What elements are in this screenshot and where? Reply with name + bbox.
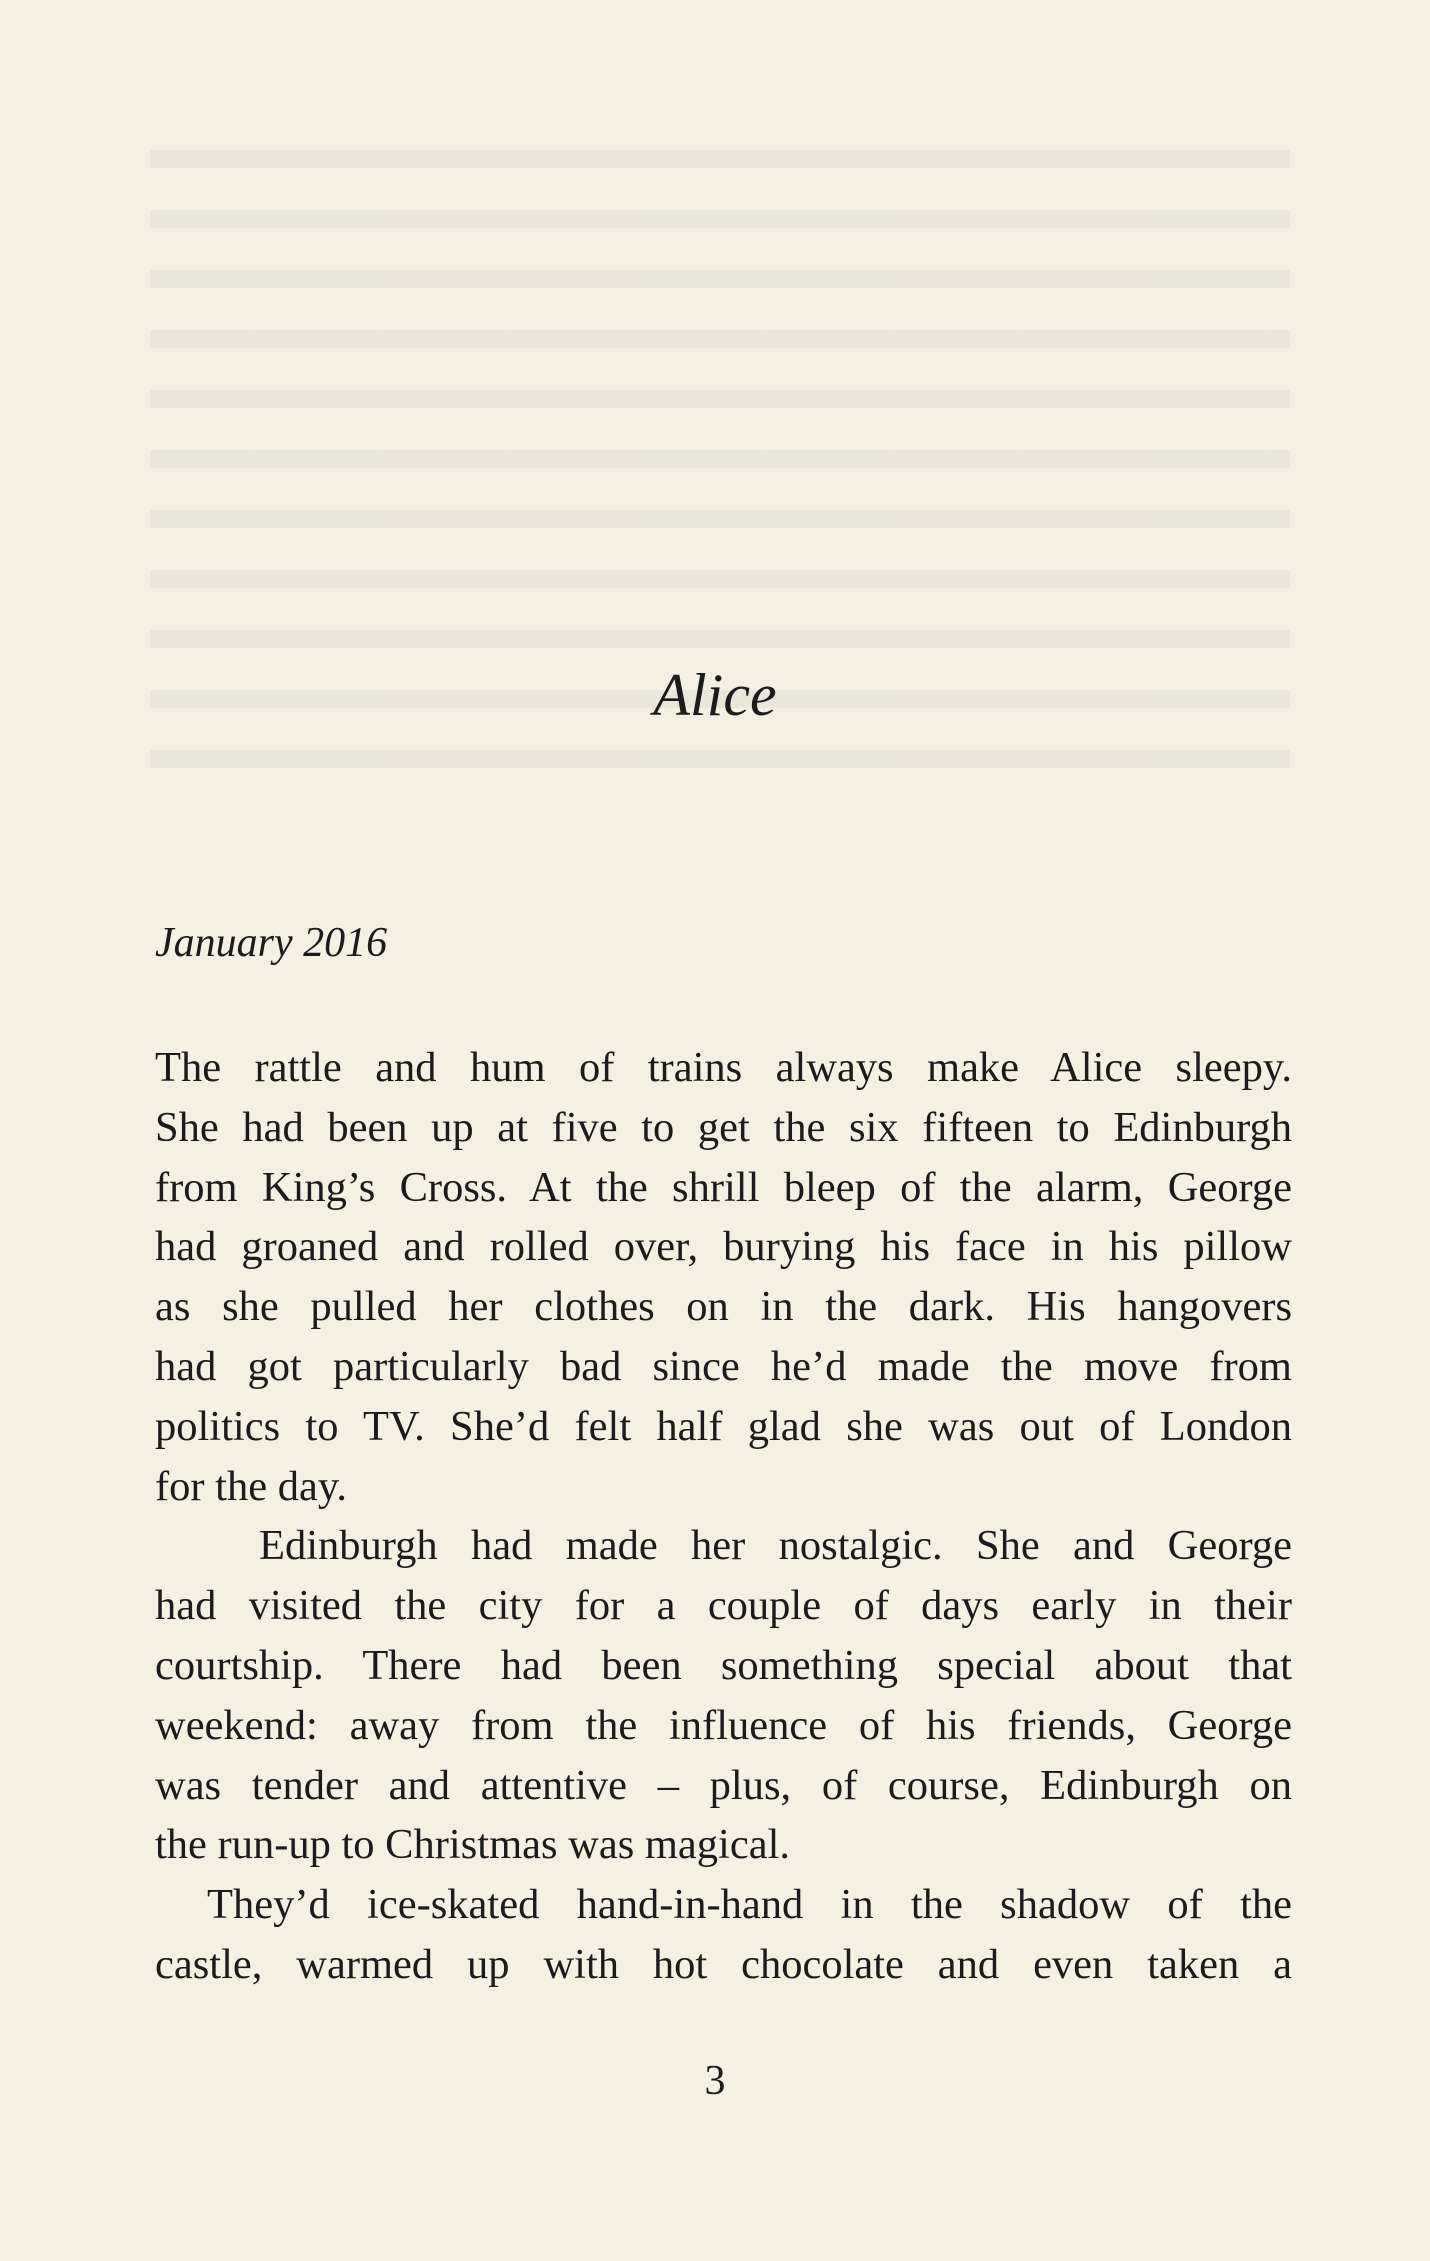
- text-line: She had been up at five to get the six fifteen to Edinburgh: [155, 1103, 1292, 1151]
- section-date: January 2016: [155, 920, 388, 966]
- text-line: was tender and attentive – plus, of course, Edinburgh on: [155, 1761, 1292, 1809]
- text-line: castle, warmed up with hot chocolate and even taken a: [155, 1940, 1292, 1988]
- text-line: politics to TV. She’d felt half glad she was out of London: [155, 1402, 1292, 1450]
- chapter-title: Alice: [653, 662, 777, 728]
- text-line: had got particularly bad since he’d made the move from: [155, 1342, 1292, 1390]
- text-line: courtship. There had been something special about that: [155, 1641, 1292, 1689]
- text-line: for the day.: [155, 1462, 347, 1510]
- text-line: had visited the city for a couple of days early in their: [155, 1582, 1292, 1630]
- text-line: The rattle and hum of trains always make Alice sleepy.: [155, 1044, 1292, 1091]
- text-line: Edinburgh had made her nostalgic. She and George: [259, 1522, 1292, 1570]
- paragraph-2: [155, 1516, 1292, 1875]
- text-line: from King’s Cross. At the shrill bleep of the alarm, George: [155, 1163, 1292, 1211]
- text-line: had groaned and rolled over, burying his face in his pillow: [155, 1223, 1292, 1271]
- paragraph-1: [155, 1038, 1292, 1516]
- text-line: weekend: away from the influence of his friends, George: [155, 1701, 1292, 1749]
- paragraph-3: [155, 1875, 1292, 1995]
- text-line: the run-up to Christmas was magical.: [155, 1821, 791, 1869]
- text-line: They’d ice-skated hand-in-hand in the shadow of the: [207, 1881, 1292, 1929]
- text-line: as she pulled her clothes on in the dark. His hangovers: [155, 1283, 1292, 1331]
- body-text: [155, 1038, 1292, 1995]
- page-number: 3: [704, 2058, 726, 2104]
